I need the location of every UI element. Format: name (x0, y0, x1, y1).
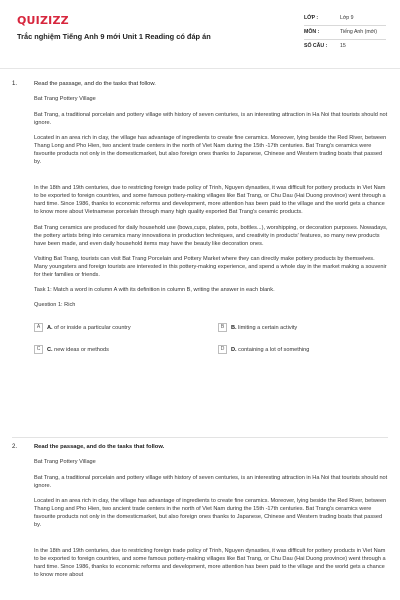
question-body (34, 443, 388, 587)
question-divider (12, 437, 388, 438)
option-key: B. (231, 324, 237, 331)
brand-logo[interactable]: QUIZIZZ (17, 14, 69, 27)
meta-row-class (304, 12, 386, 26)
option-key: D. (231, 346, 237, 353)
option-letter-box: B (218, 323, 227, 332)
option-label: of or inside a particular country (54, 324, 131, 331)
answer-options (34, 323, 388, 363)
passage-title: Bat Trang Pottery Village (34, 459, 96, 466)
option-text (47, 346, 109, 354)
meta-class-value: Lớp 9 (340, 14, 354, 21)
question-instruction: Read the passage, and do the tasks that follow. (34, 444, 165, 450)
option-letter-box: C (34, 345, 43, 354)
header (0, 0, 400, 66)
option-b[interactable] (218, 323, 297, 332)
meta-subject-label: MÔN : (304, 28, 320, 35)
passage-paragraph: Bat Trang, a traditional porcelain and pottery village with history of seven centuries, is an interesting attraction in Ha Noi that tourists should not ignore. (34, 474, 388, 489)
passage-paragraph: In the 18th and 19th centuries, due to restricting foreign trade policy of Trinh, Nguyen dynasties, it was difficult for pottery products in Viet Nam to be exported to foreign countries, and some famous pottery-making villages like Bat Trang, or Chu Dau (Hai Duong province) went through a hard time. Since 1986, thanks to economic reforms and development, more attention has been paid to the village and the world gets a chance to know more about (34, 548, 386, 579)
option-text (231, 346, 309, 354)
option-label: new ideas or methods (54, 346, 109, 353)
passage-paragraph: Located in an area rich in clay, the village has advantage of ingredients to create fine ceramics. Moreover, lying beside the Red River, between Thang Long and Pho Hien, two ancient trade centers in the north of Viet Nam during the 15th -17th centuries. Bat Trang's ceramics were favourite products not only in the domesticmarket, but also foreign ones thanks to Japanese, Chinese and Western trading boats that passed by. (34, 134, 387, 166)
meta-row-subject (304, 26, 386, 40)
option-text (231, 324, 297, 332)
passage-paragraph: Bat Trang ceramics are produced for daily household use (bows,cups, plates, pots, bottles...), worshipping, or decoration purposes. Nowadays, the pottery artists bring into ceramics many innovations in production techniques, and creativity in products' features, so many new products have been made, and even daily household items may have the beauty like decoration ones. (34, 224, 388, 247)
option-d[interactable] (218, 345, 309, 354)
meta-count-value: 15 (340, 43, 346, 50)
question-number: 2. (12, 444, 18, 450)
passage-title: Bat Trang Pottery Village (34, 96, 96, 103)
meta-class-label: LỚP : (304, 14, 319, 21)
meta-row-count (304, 40, 386, 54)
document-title: Trắc nghiệm Tiếng Anh 9 mới Unit 1 Reading có đáp án (17, 32, 211, 41)
passage-paragraph: Bat Trang, a traditional porcelain and pottery village with history of seven centuries, is an interesting attraction in Ha Noi that tourists should not ignore. (34, 111, 388, 126)
header-divider (0, 68, 400, 69)
option-c[interactable] (34, 345, 109, 354)
option-key: C. (47, 346, 53, 353)
meta-subject-value: Tiếng Anh (mới) (340, 28, 377, 35)
option-label: limiting a certain activity (238, 324, 298, 331)
option-letter-box: D (218, 345, 227, 354)
option-key: A. (47, 324, 53, 331)
question-number: 1. (12, 81, 18, 87)
question-prompt: Question 1: Rich (34, 302, 76, 309)
option-letter-box: A (34, 323, 43, 332)
passage-paragraph: Located in an area rich in clay, the village has advantage of ingredients to create fine ceramics. Moreover, lying beside the Red River, between Thang Long and Pho Hien, two ancient trade centers in the north of Viet Nam during the 15th -17th centuries. Bat Trang's ceramics were favourite products not only in the domesticmarket, but also foreign ones thanks to Japanese, Chinese and Western trading boats that passed by. (34, 497, 387, 529)
passage-paragraph: Visiting Bat Trang, tourists can visit Bat Trang Porcelain and Pottery Market where they can directly make pottery products by themselves. Many youngsters and foreign tourists are interested in this pottery-making experience, and spend a whole day in the market making a souvenir for their families or friends. (34, 255, 387, 279)
meta-table (304, 12, 386, 54)
passage-paragraph: In the 18th and 19th centuries, due to restricting foreign trade policy of Trinh, Nguyen dynasties, it was difficult for pottery products in Viet Nam to be exported to foreign countries, and some famous pottery-making villages like Bat Trang, or Chu Dau (Hai Duong province) went through a hard time. Since 1986, thanks to economic reforms and development, more attention has been paid to the village and the world gets a chance to know more about Vietnamese porcelain through many high quality exported Bat Trang's ceramic products. (34, 185, 386, 216)
meta-count-label: SỐ CÂU : (304, 43, 328, 50)
option-label: containing a lot of something (238, 346, 310, 353)
task-instruction: Task 1: Match a word in column A with its definition in column B, writing the answer in each blank. (34, 287, 275, 294)
question-instruction: Read the passage, and do the tasks that follow. (34, 81, 156, 87)
question-body (34, 80, 388, 363)
option-a[interactable] (34, 323, 131, 332)
option-text (47, 324, 131, 332)
